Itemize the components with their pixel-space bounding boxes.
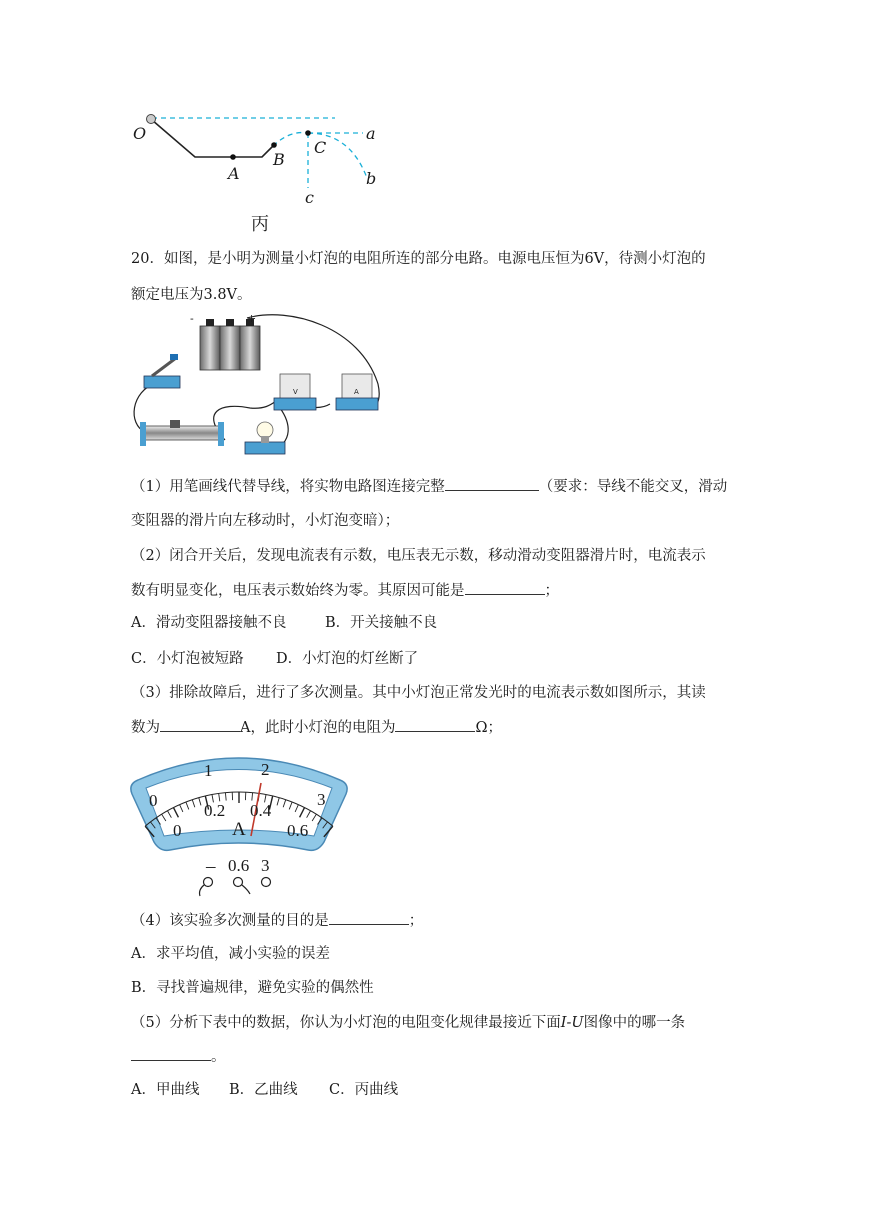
part2-option-c: C．小灯泡被短路	[131, 651, 244, 667]
part5-end: 。	[211, 1049, 226, 1065]
part5-text-b: 图像中的哪一条	[583, 1015, 686, 1031]
rheostat-icon	[140, 420, 224, 446]
ammeter-unit: A	[232, 819, 246, 840]
part5-option-b: B．乙曲线	[229, 1082, 298, 1098]
q20-part5-line2	[131, 1046, 226, 1067]
ball-icon	[147, 115, 156, 124]
part5-text-a: （5）分析下表中的数据，你认为小灯泡的电阻变化规律最接近下面	[131, 1015, 561, 1031]
q20-intro-line1: 20．如图，是小明为测量小灯泡的电阻所连的部分电路。电源电压恒为6V，待测小灯泡的	[131, 251, 706, 267]
upper-scale-1: 1	[204, 761, 213, 780]
answer-blank-5[interactable]	[131, 1046, 211, 1061]
upper-scale-0: 0	[149, 791, 158, 810]
terminal-0-6: 0.6	[228, 856, 250, 875]
part4-option-a: A．求平均值，减小实验的误差	[131, 946, 330, 962]
terminal-3: 3	[261, 856, 270, 875]
part4-end: ；	[408, 913, 424, 929]
answer-blank-4[interactable]	[329, 910, 409, 925]
label-B: B	[273, 150, 285, 169]
part2-text: 数有明显变化，电压表示数始终为零。其原因可能是	[131, 583, 465, 599]
label-a: a	[366, 124, 376, 143]
part1-text: （1）用笔画线代替导线，将实物电路图连接完整	[131, 479, 445, 495]
part4-text: （4）该实验多次测量的目的是	[131, 913, 329, 929]
part2-option-b: B．开关接触不良	[325, 615, 438, 631]
part3-text-b: A，此时小灯泡的电阻为	[240, 720, 396, 736]
part2-option-d: D．小灯泡的灯丝断了	[276, 651, 419, 667]
q20-part4-line1	[131, 910, 423, 931]
switch-icon	[144, 354, 180, 388]
part5-iu: I-U	[560, 1015, 584, 1031]
voltmeter-icon	[274, 374, 316, 410]
q20-part5-line1	[131, 1013, 685, 1033]
figure-caption: 丙	[251, 214, 269, 235]
q20-part3-line2	[131, 717, 502, 738]
answer-blank-1[interactable]	[445, 476, 539, 491]
part1-requirement: （要求：导线不能交叉，滑动	[538, 479, 728, 495]
part2-end: ；	[544, 583, 559, 599]
battery-minus-label: -	[190, 312, 194, 325]
terminals-icon	[190, 872, 280, 897]
upper-scale-2: 2	[261, 760, 270, 779]
q20-part1-line1	[131, 476, 727, 497]
part5-option-c: C．丙曲线	[329, 1082, 399, 1098]
ammeter-icon	[336, 374, 378, 410]
part5-option-a: A．甲曲线	[131, 1082, 200, 1098]
answer-blank-current[interactable]	[160, 717, 240, 732]
label-C: C	[314, 138, 327, 157]
label-b: b	[366, 169, 377, 188]
label-A: A	[228, 164, 240, 183]
q20-part2-line2	[131, 580, 559, 601]
svg-text:V: V	[293, 388, 298, 396]
terminal-minus: –	[206, 856, 216, 877]
answer-blank-2[interactable]	[465, 580, 545, 595]
q20-part1-line2: 变阻器的滑片向左移动时，小灯泡变暗）；	[131, 513, 400, 529]
part3-text-c: Ω；	[475, 720, 503, 736]
svg-text:A: A	[354, 388, 359, 396]
lower-scale-0: 0	[173, 821, 182, 840]
lower-scale-0-4: 0.4	[250, 801, 272, 820]
label-c: c	[305, 188, 314, 207]
battery-icon	[200, 319, 260, 370]
part3-text-a: 数为	[131, 720, 160, 736]
lamp-icon	[245, 422, 285, 454]
label-O: O	[133, 124, 147, 143]
lower-scale-0-2: 0.2	[204, 801, 226, 820]
q20-part2-line1: （2）闭合开关后，发现电流表有示数，电压表无示数，移动滑动变阻器滑片时，电流表示	[131, 548, 706, 564]
part2-option-a: A．滑动变阻器接触不良	[131, 615, 287, 631]
circuit-illustration	[130, 312, 385, 464]
q20-intro-line2: 额定电压为3.8V。	[131, 287, 252, 303]
upper-scale-3: 3	[317, 790, 326, 809]
battery-plus-label: +	[247, 312, 257, 325]
answer-blank-resistance[interactable]	[395, 717, 475, 732]
q20-part3-line1: （3）排除故障后，进行了多次测量。其中小灯泡正常发光时的电流表示数如图所示，其读	[131, 685, 706, 701]
lower-scale-0-6: 0.6	[287, 821, 309, 840]
part4-option-b: B．寻找普遍规律，避免实验的偶然性	[131, 980, 374, 996]
